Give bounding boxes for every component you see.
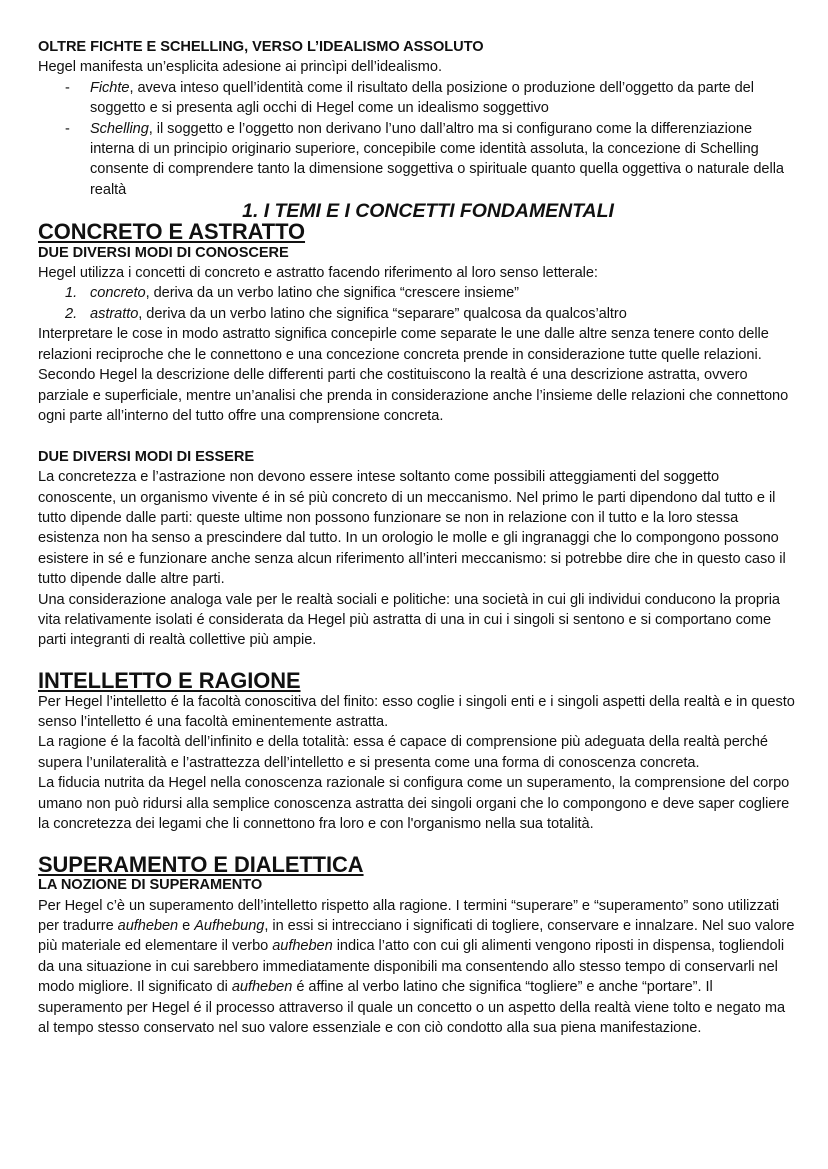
bullet-item-fichte [38,78,798,119]
text-segment: Per Hegel c’è un superamento dell’intelletto rispetto alla ragione. I termini “superare” e “superamento” sono utilizzati per tradurre [38,897,780,935]
text-segment: indica l’atto con cui gli alimenti vengono riposti in dispensa, togliendoli da una situazione in cui sarebbero immediatamente disponibili ma consentendo allo stesso tempo di conservarli nel modo migliore. Il significato di [38,938,785,996]
subheading-modi-conoscere: DUE DIVERSI MODI DI CONOSCERE [38,244,289,261]
text-segment: e [178,918,195,935]
list-number: 2. [65,305,78,322]
dash-bullet-icon: - [65,79,70,96]
german-term: Aufhebung [194,918,265,935]
superamento-paragraph [38,896,798,1039]
list-item-concreto [38,283,798,303]
intelletto-paragraph-2: La ragione é la facoltà dell’infinito e della totalità: essa é capace di comprensione più adeguata della realtà perché supera l’unilateralità e l’astrattezza dell’intelletto e si presenta come una forma di conoscenza concreta. [38,734,768,771]
subheading-nozione-superamento: LA NOZIONE DI SUPERAMENTO [38,877,263,894]
list-term: concreto [90,285,146,302]
essere-paragraph-2: Una considerazione analoga vale per le realtà sociali e politiche: una società in cui gli individui conducono la propria vita relativamente isolati é considerata da Hegel più astratta di una in cui i singoli si sentono e si comportano come parti integranti di realtà collettive più ampie. [38,591,780,649]
document-page [38,37,798,1038]
intro-paragraph: Hegel manifesta un’esplicita adesione ai princìpi dell’idealismo. [38,59,442,76]
bullet-text: , aveva inteso quell’identità come il risultato della posizione o produzione dell’oggetto da parte del soggetto e si presenta agli occhi di Hegel come un idealismo soggettivo [90,79,754,117]
intelletto-paragraph-3: La fiducia nutrita da Hegel nella conoscenza razionale si configura come un superamento, la comprensione del corpo umano non può ridursi alla semplice conoscenza astratta dei singoli organi che lo compongono e deve saper cogliere la concretezza dei legami che li connettono fra loro e con l'organismo nella sua totalità. [38,775,790,832]
conoscere-intro: Hegel utilizza i concetti di concreto e astratto facendo riferimento al loro senso letterale: [38,265,598,282]
list-number: 1. [65,285,78,302]
list-text: , deriva da un verbo latino che significa “separare” qualcosa da qualcos’altro [138,305,627,322]
german-term: aufheben [117,918,179,935]
spacer [38,426,798,446]
bullet-term: Fichte [90,79,130,96]
section-heading-intelletto-ragione: INTELLETTO E RAGIONE [38,668,301,694]
intelletto-paragraph-1: Per Hegel l’intelletto é la facoltà conoscitiva del finito: esso coglie i singoli enti e i singoli aspetti della realtà e in questo senso l’intelletto é una facoltà eminentemente astratta. [38,693,795,730]
section-heading-oltre-fichte: OLTRE FICHTE E SCHELLING, VERSO L’IDEALISMO ASSOLUTO [38,39,484,55]
list-item-astratto [38,304,798,324]
list-text: , deriva da un verbo latino che significa “crescere insieme” [145,285,519,302]
text-segment: , in essi si intrecciano i significati di togliere, conservare e innalzare. Nel suo valore più materiale ed elementare il verbo [38,918,795,955]
section-heading-superamento-dialettica: SUPERAMENTO E DIALETTICA [38,851,364,877]
concreto-astratto-list [38,283,798,324]
conoscere-paragraph: Interpretare le cose in modo astratto significa concepirle come separate le une dalle altre senza tenere conto delle relazioni reciproche che le connettono e una concezione concreta prende in considerazione tutte quelle relazioni. Secondo Hegel la descrizione delle differenti parti che costituiscono la realtà é una descrizione astratta, ovvero parziale e superficiale, mentre un’analisi che prenda in considerazione anche l’insieme delle relazioni che connettono ogni parte all’interno del tutto offre una comprensione concreta. [38,326,789,424]
chapter-title: 1. I TEMI E I CONCETTI FONDAMENTALI [242,200,614,223]
bullet-term: Schelling [90,120,149,137]
subheading-modi-essere: DUE DIVERSI MODI DI ESSERE [38,448,255,465]
text-segment: é affine al verbo latino che significa “togliere” e anche “portare”. Il superamento per Hegel é il processo attraverso il quale un concetto o un aspetto della realtà viene tolto e negato ma al tempo stesso conservato nel suo valore essenziale e con ciò condotto alla sua piena manifestazione. [38,979,786,1037]
list-term: astratto [90,305,139,322]
german-term: aufheben [272,938,333,955]
section-heading-concreto-astratto: CONCRETO E ASTRATTO [38,219,306,245]
idealism-bullet-list [38,78,798,200]
bullet-item-schelling [38,119,798,201]
dash-bullet-icon: - [65,120,70,137]
german-term: aufheben [231,979,293,996]
essere-paragraph-1: La concretezza e l’astrazione non devono essere intese soltanto come possibili atteggiamenti del soggetto conoscente, un organismo vivente é in sé più concreto di un meccanismo. Nel primo le parti dipendono dal tutto e il tutto dipende dalle parti: queste ultime non possono funzionare se non in relazione con il tutto e la loro stessa esistenza non ha senso a prescindere dal tutto. In un orologio le molle e gli ingranaggi che lo compongono possono esistere in sé e funzionare anche senza alcun riferimento all’interi meccanismo: si potrebbe dire che in questo caso il tutto dipende dalle altre parti. [38,469,786,588]
bullet-text: , il soggetto e l’oggetto non derivano l’uno dall’altro ma si configurano come la differenziazione interna di un principio originario superiore, concepibile come identità assoluta, la concezione di Schelling consente di comprendere tanto la dimensione soggettiva o spirituale quanto quella oggettiva o naturale della realtà [90,120,784,198]
